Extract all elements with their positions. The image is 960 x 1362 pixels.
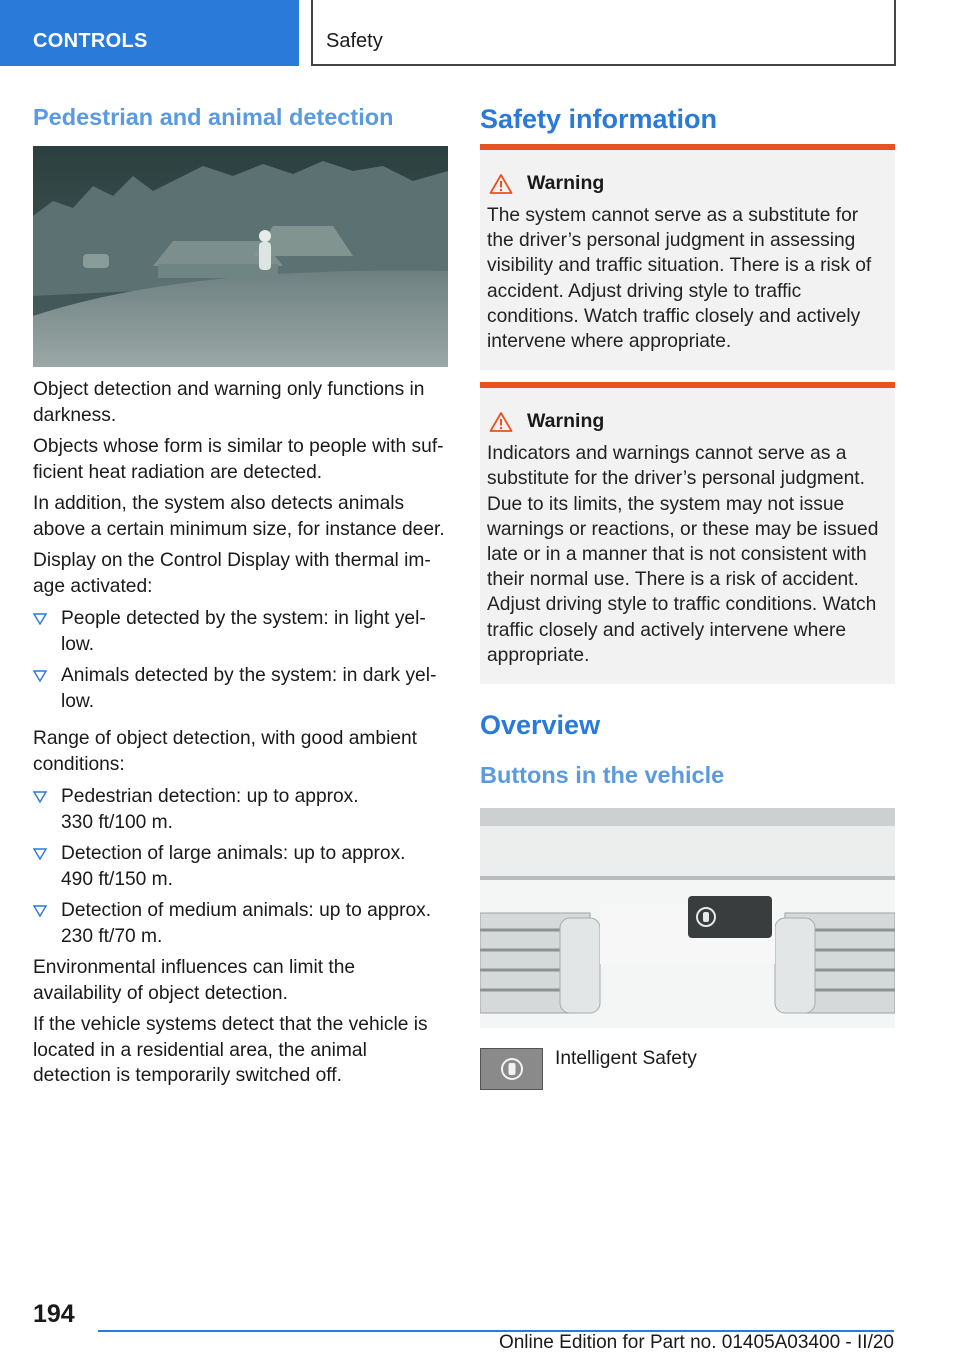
warning-text: Indicators and warnings cannot serve as a substitute for the driver’s personal judgment. Due to its limits, the system may not issue warnings or reactions, or these may be issued late or in a manner that is not consistent with their normal use. There is a risk of accident. Adjust driving style to traffic conditions. Watch traffic closely and actively intervene where appropriate.: [487, 443, 879, 666]
paragraph: Environmental influences can limit the availability of object detection.: [33, 957, 356, 1004]
paragraph: Range of object detection, with good ambient conditions:: [33, 728, 418, 775]
list-item: Animals detected by the system: in dark yellow.: [33, 663, 448, 714]
buttons-in-vehicle-heading: Buttons in the vehicle: [480, 762, 725, 789]
topic-title: Safety: [326, 30, 383, 52]
page-number: 194: [33, 1300, 75, 1328]
section-title: CONTROLS: [33, 30, 148, 52]
warning-text: The system cannot serve as a substitute for the driver’s personal judgment in assessing visibility and traffic situation. There is a risk of accident. Adjust driving style to traffic conditions. Watch traffic closely and actively intervene where appropriate.: [487, 205, 872, 353]
left-column: [33, 100, 448, 1089]
paragraph: Display on the Control Display with thermal image activated:: [33, 550, 431, 597]
section-tab: [0, 0, 299, 66]
button-legend-row: [480, 1048, 895, 1090]
range-list: [33, 784, 448, 949]
overview-heading: Overview: [480, 710, 601, 741]
pedestrian-detection-heading: Pedestrian and animal detection: [33, 104, 394, 130]
display-list: [33, 606, 448, 714]
list-item: Pedestrian detection: up to approx. 330 ft/100 m.: [33, 784, 448, 835]
warning-box: [480, 382, 895, 684]
triangle-bullet-icon: [33, 613, 47, 625]
warning-triangle-icon: [489, 173, 513, 195]
footer-edition: Online Edition for Part no. 01405A03400 - II/20: [498, 1332, 894, 1353]
topic-tab: [311, 0, 896, 66]
paragraph: Object detection and warning only functions in darkness.: [33, 379, 425, 426]
paragraph: In addition, the system also detects animals above a certain minimum size, for instance deer.: [33, 493, 445, 540]
thermal-image-illustration: [33, 146, 448, 367]
intelligent-safety-button-icon: [480, 1048, 543, 1090]
list-item: People detected by the system: in light yellow.: [33, 606, 448, 657]
triangle-bullet-icon: [33, 848, 47, 860]
warning-triangle-icon: [489, 411, 513, 433]
right-column: [480, 100, 895, 1090]
safety-information-heading: Safety information: [480, 104, 718, 134]
list-item: Detection of large animals: up to approx. 490 ft/150 m.: [33, 841, 448, 892]
warning-box: [480, 144, 895, 370]
triangle-bullet-icon: [33, 670, 47, 682]
intelligent-safety-label: Intelligent Safety: [555, 1048, 697, 1070]
triangle-bullet-icon: [33, 791, 47, 803]
paragraph: If the vehicle systems detect that the vehicle is located in a residential area, the animal detection is temporarily switched off.: [33, 1014, 428, 1086]
warning-title: Warning: [489, 172, 888, 195]
paragraph: Objects whose form is similar to people with sufficient heat radiation are detected.: [33, 436, 444, 483]
triangle-bullet-icon: [33, 905, 47, 917]
list-item: Detection of medium animals: up to approx. 230 ft/70 m.: [33, 898, 448, 949]
warning-title: Warning: [489, 410, 888, 433]
vehicle-buttons-illustration: [480, 808, 895, 1028]
